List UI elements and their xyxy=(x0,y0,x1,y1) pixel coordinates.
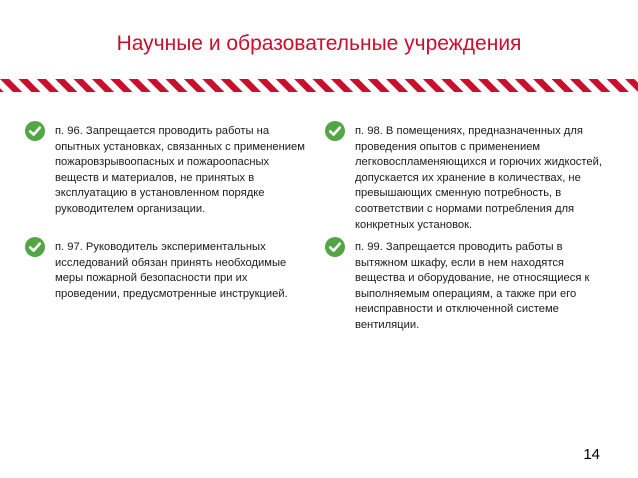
rule-item-96 xyxy=(55,124,313,218)
rule-item-text: п. 98. В помещениях, предназначенных для проведения опытов с применением легковоспламеняющихся и горючих жидкостей, допускается их хранение в количествах, не превышающих сменную потребность, в соответствии с нормами потребления для конкретных установок. xyxy=(355,125,602,231)
rule-item-97 xyxy=(55,240,313,302)
checkmark-icon xyxy=(325,237,345,257)
page-number: 14 xyxy=(583,446,600,463)
checkmark-icon xyxy=(25,237,45,257)
rule-item-text: п. 97. Руководитель экспериментальных исследований обязан принять необходимые меры пожарной безопасности при их проведении, предусмотренные инструкцией. xyxy=(55,241,288,300)
rule-item-text: п. 99. Запрещается проводить работы в вытяжном шкафу, если в нем находятся вещества и оборудование, не относящиеся к выполняемым операциям, а также при его неисправности и отключенной системе вентиляции. xyxy=(355,241,590,331)
striped-divider-band xyxy=(0,79,638,92)
rule-item-99 xyxy=(355,240,613,334)
checkmark-icon xyxy=(325,121,345,141)
rule-item-text: п. 96. Запрещается проводить работы на опытных установках, связанных с применением пожаровзрывоопасных и пожароопасных веществ и материалов, не принятых в эксплуатацию в установленном порядке руководителем организации. xyxy=(55,125,305,215)
checkmark-icon xyxy=(25,121,45,141)
slide-title: Научные и образовательные учреждения xyxy=(116,32,522,55)
rule-item-98 xyxy=(355,124,613,233)
